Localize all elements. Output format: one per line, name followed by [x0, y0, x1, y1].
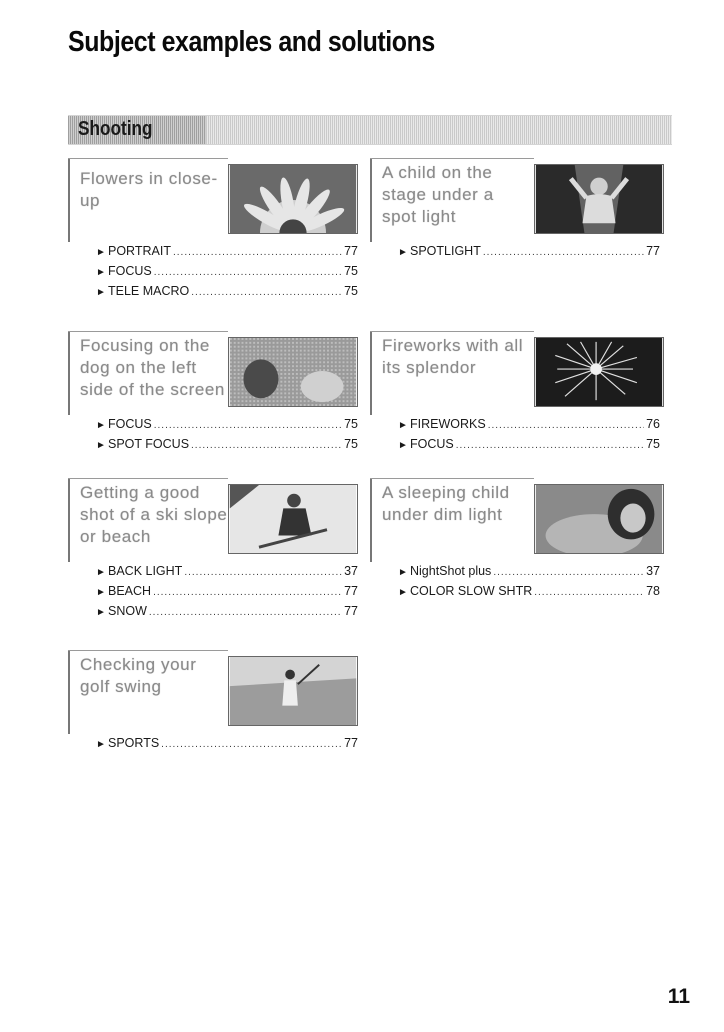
arrow-icon: ►: [398, 440, 408, 451]
ski-photo: [228, 484, 358, 554]
arrow-icon: ►: [96, 739, 106, 750]
card-title: Getting a good shot of a ski slope or beach: [80, 483, 228, 546]
setting-item: ► SPORTS ..... 77: [96, 736, 358, 756]
setting-item: ► BACK LIGHT ..... 37: [96, 564, 358, 584]
card-header: [68, 158, 358, 238]
card-header: [370, 331, 664, 411]
setting-list: [96, 564, 358, 624]
card-flowers: [68, 158, 358, 298]
setting-list: [398, 244, 660, 264]
card-title: A child on the stage under a spot light: [382, 163, 494, 226]
card-golf: [68, 650, 358, 750]
golf-photo: [228, 656, 358, 726]
setting-item: ► BEACH ..... 77: [96, 584, 358, 604]
arrow-icon: ►: [398, 247, 408, 258]
section-header: [68, 115, 672, 145]
setting-list: [96, 417, 358, 457]
fireworks-photo: [534, 337, 664, 407]
setting-list: [398, 564, 660, 604]
setting-item: ► COLOR SLOW SHTR ..... 78: [398, 584, 660, 604]
setting-item: ► NightShot plus ..... 37: [398, 564, 660, 584]
card-stage: [370, 158, 664, 258]
setting-list: [96, 736, 358, 756]
arrow-icon: ►: [96, 587, 106, 598]
arrow-icon: ►: [398, 420, 408, 431]
flower-photo: [228, 164, 358, 234]
card-header: [370, 158, 664, 238]
card-header: [370, 478, 664, 558]
setting-item: ► SPOTLIGHT ..... 77: [398, 244, 660, 264]
stage-photo: [534, 164, 664, 234]
setting-item: ► FOCUS ..... 75: [398, 437, 660, 457]
setting-item: ► FOCUS ..... 75: [96, 264, 358, 284]
card-title: Fireworks with all its splendor: [382, 336, 524, 377]
setting-item: ► TELE MACRO ..... 75: [96, 284, 358, 304]
arrow-icon: ►: [398, 567, 408, 578]
section-label: Shooting: [78, 118, 153, 140]
card-header: [68, 478, 358, 558]
page-title: Subject examples and solutions: [68, 26, 435, 58]
setting-item: ► SNOW ..... 77: [96, 604, 358, 624]
card-title: A sleeping child under dim light: [382, 483, 510, 524]
setting-list: [398, 417, 660, 457]
arrow-icon: ►: [96, 247, 106, 258]
setting-item: ► PORTRAIT ..... 77: [96, 244, 358, 264]
card-sleeping-child: [370, 478, 664, 598]
arrow-icon: ►: [96, 267, 106, 278]
arrow-icon: ►: [96, 567, 106, 578]
arrow-icon: ►: [96, 420, 106, 431]
card-title: Checking your golf swing: [80, 655, 197, 696]
card-title: Focusing on the dog on the left side of the screen: [80, 336, 225, 399]
arrow-icon: ►: [96, 607, 106, 618]
arrow-icon: ►: [96, 287, 106, 298]
card-bracket: [68, 158, 78, 242]
sleeping-child-photo: [534, 484, 664, 554]
card-ski: [68, 478, 358, 618]
page-number: 11: [667, 985, 690, 1008]
setting-item: ► SPOT FOCUS ..... 75: [96, 437, 358, 457]
arrow-icon: ►: [96, 440, 106, 451]
setting-item: ► FOCUS ..... 75: [96, 417, 358, 437]
setting-list: [96, 244, 358, 304]
card-header: [68, 650, 358, 730]
setting-item: ► FIREWORKS ..... 76: [398, 417, 660, 437]
card-header: [68, 331, 358, 411]
card-fireworks: [370, 331, 664, 451]
dog-photo: [228, 337, 358, 407]
card-dog: [68, 331, 358, 451]
arrow-icon: ►: [398, 587, 408, 598]
card-title: Flowers in close-up: [80, 169, 218, 210]
